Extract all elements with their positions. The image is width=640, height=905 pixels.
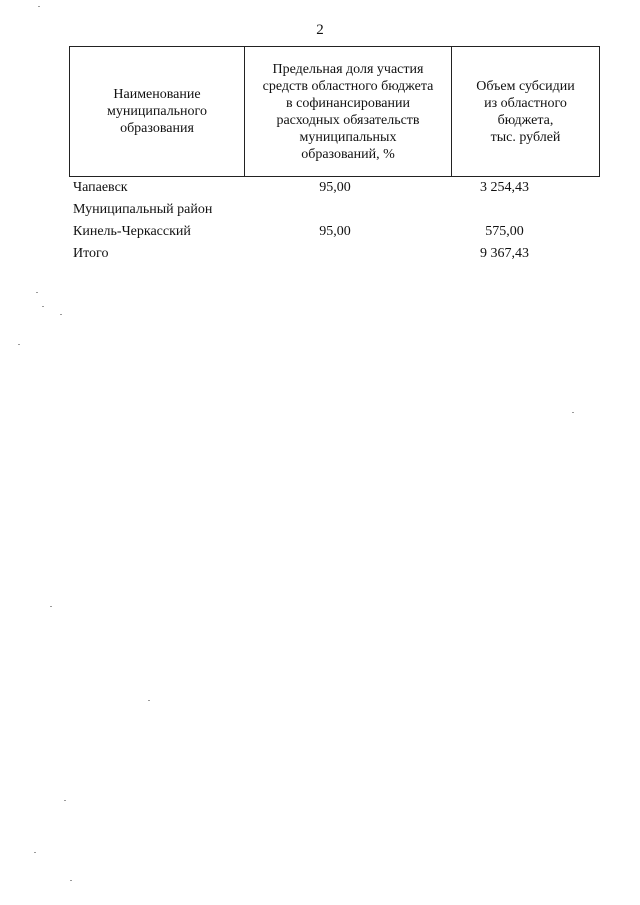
- scan-speck: [70, 880, 72, 881]
- row-amount: 3 254,43: [480, 180, 529, 195]
- scan-speck: [148, 700, 150, 701]
- scan-speck: [38, 6, 40, 7]
- subsidy-table-header: [69, 46, 600, 177]
- total-amount: 9 367,43: [480, 246, 529, 261]
- row-municipality: Кинель-Черкасский: [73, 224, 191, 239]
- header-municipality-text: Наименование муниципального образования: [107, 87, 207, 136]
- scan-speck: [36, 292, 38, 293]
- header-share: [245, 47, 452, 177]
- scan-speck: [572, 412, 574, 413]
- table-row-total: [69, 243, 572, 265]
- scan-speck: [50, 606, 52, 607]
- row-municipality: Муниципальный район: [73, 202, 213, 217]
- header-municipality: [70, 47, 245, 177]
- page-number: 2: [316, 22, 324, 38]
- row-share: 95,00: [319, 224, 351, 239]
- scan-speck: [18, 344, 20, 345]
- row-amount: 575,00: [485, 224, 524, 239]
- row-share: 95,00: [319, 180, 351, 195]
- header-share-text: Предельная доля участия средств областного бюджета в софинансировании расходных обязательств муниципальных образований, %: [262, 61, 434, 162]
- header-row: [70, 47, 600, 177]
- scan-speck: [42, 306, 44, 307]
- subsidy-table-body: [69, 177, 572, 265]
- scan-speck: [64, 800, 66, 801]
- table-row: [69, 221, 572, 243]
- total-label: Итого: [73, 246, 109, 261]
- table-row: [69, 177, 572, 199]
- scan-speck: [60, 314, 62, 315]
- header-amount-text: Объем субсидии из областного бюджета, тыс. рублей: [476, 78, 575, 145]
- row-municipality: Чапаевск: [73, 180, 128, 195]
- header-amount: [452, 47, 600, 177]
- table-row: [69, 199, 572, 221]
- scan-speck: [34, 852, 36, 853]
